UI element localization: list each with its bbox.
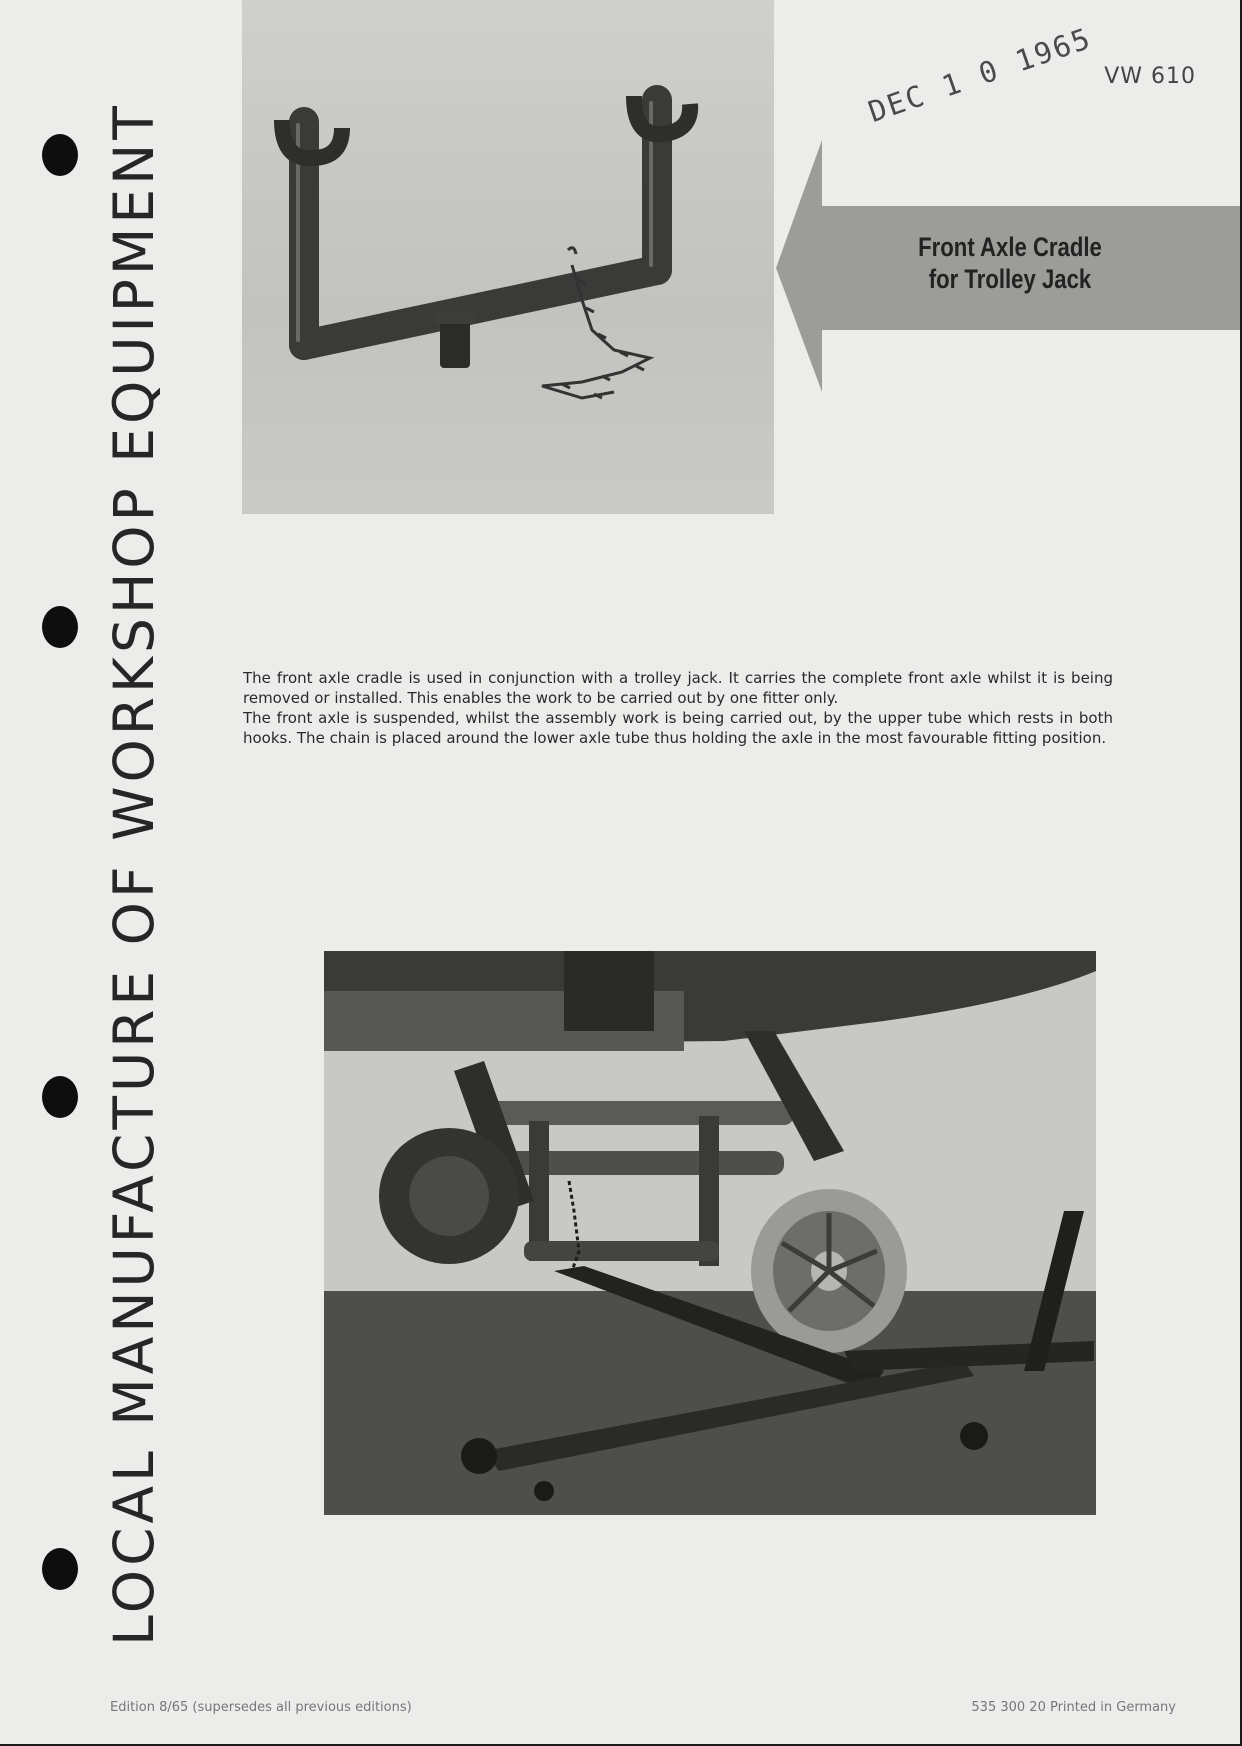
cradle-photo	[242, 0, 774, 514]
document-code: VW 610	[1104, 64, 1196, 89]
edition-note: Edition 8/65 (supersedes all previous editions)	[110, 1700, 412, 1715]
punch-hole-2	[42, 606, 78, 648]
description-text	[243, 668, 1113, 748]
page-title-line-2: for Trolley Jack	[928, 264, 1092, 294]
page-title	[908, 231, 1113, 295]
description-paragraph-1: The front axle cradle is used in conjunction with a trolley jack. It carries the complete front axle whilst it is being removed or installed. This enables the work to be carried out by one fitter only.	[243, 669, 1113, 707]
punch-hole-3	[42, 1076, 78, 1118]
print-info: 535 300 20 Printed in Germany	[971, 1700, 1176, 1715]
punch-hole-1	[42, 134, 78, 176]
description-paragraph-2: The front axle is suspended, whilst the assembly work is being carried out, by the upper tube which rests in both hooks. The chain is placed around the lower axle tube thus holding the axle in the most favourable fitting position.	[243, 709, 1113, 747]
page-title-line-1: Front Axle Cradle	[918, 232, 1102, 262]
punch-hole-4	[42, 1548, 78, 1590]
cradle-in-use-photo	[324, 951, 1096, 1515]
vertical-section-title: LOCAL MANUFACTURE OF WORKSHOP EQUIPMENT	[102, 102, 166, 1646]
date-received-stamp: DEC 1 0 1965	[863, 20, 1096, 129]
